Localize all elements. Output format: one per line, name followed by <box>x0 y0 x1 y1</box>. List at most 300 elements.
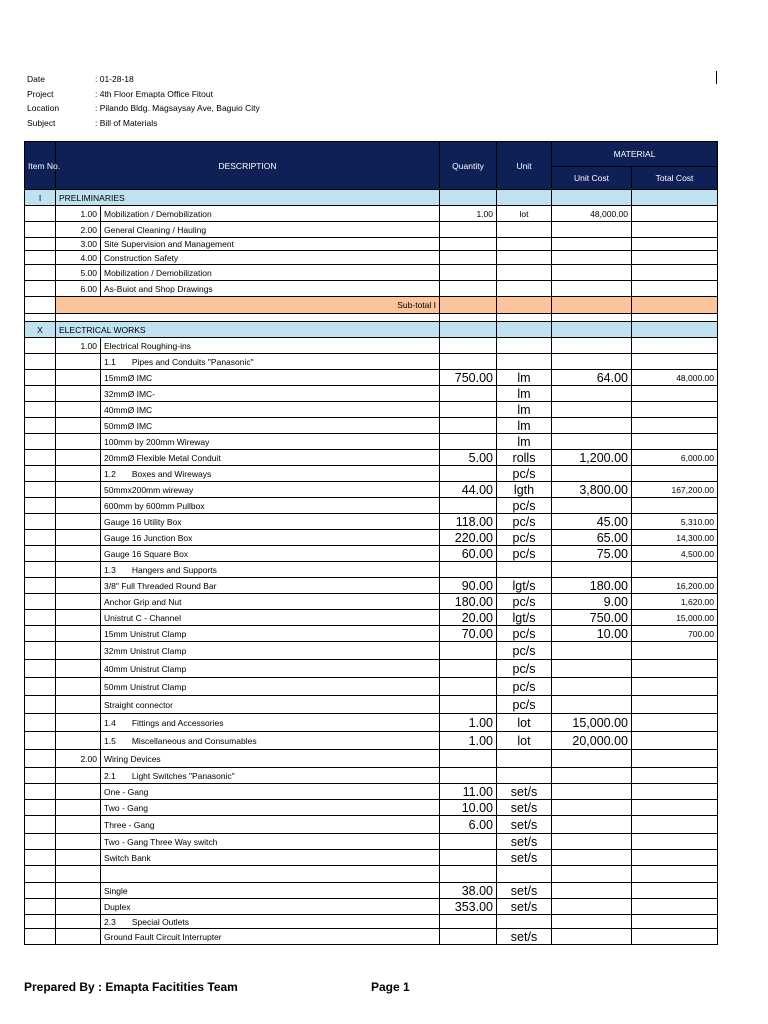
empty-cell <box>56 594 101 610</box>
empty-cell <box>56 834 101 850</box>
spacer-row <box>25 314 718 322</box>
empty-cell <box>25 482 56 498</box>
empty-cell <box>497 314 552 322</box>
item-total-cost: 48,000.00 <box>632 370 718 386</box>
empty-cell <box>25 594 56 610</box>
item-description: 20mmØ Flexible Metal Conduit <box>101 450 440 466</box>
item-total-cost <box>632 784 718 800</box>
empty-cell <box>497 322 552 338</box>
col-description: DESCRIPTION <box>56 142 440 190</box>
empty-cell <box>56 402 101 418</box>
subsection-row <box>25 915 718 929</box>
item-unit-cost <box>552 678 632 696</box>
empty-cell <box>56 800 101 816</box>
item-total-cost <box>632 929 718 945</box>
item-unit-cost: 3,800.00 <box>552 482 632 498</box>
item-quantity <box>440 386 497 402</box>
item-quantity <box>440 265 497 281</box>
empty-cell <box>25 866 56 883</box>
table-row <box>25 498 718 514</box>
item-total-cost <box>632 883 718 899</box>
item-number: 6.00 <box>56 281 101 297</box>
header-location-row <box>27 101 260 116</box>
prepared-by: Prepared By : Emapta Facitities Team <box>24 980 238 994</box>
item-unit-cost <box>552 222 632 238</box>
item-quantity: 20.00 <box>440 610 497 626</box>
empty-cell <box>25 418 56 434</box>
item-unit: pc/s <box>497 498 552 514</box>
table-row <box>25 338 718 354</box>
empty-cell <box>56 850 101 866</box>
subsection-code: 2.1 <box>104 770 116 781</box>
item-description: Two - Gang Three Way switch <box>101 834 440 850</box>
empty-cell <box>552 562 632 578</box>
empty-cell <box>25 642 56 660</box>
empty-cell <box>56 784 101 800</box>
table-row <box>25 850 718 866</box>
item-description: 50mmx200mm wireway <box>101 482 440 498</box>
item-quantity <box>440 238 497 251</box>
col-unit-cost: Unit Cost <box>552 167 632 190</box>
item-unit: lgt/s <box>497 610 552 626</box>
subsection-label: Boxes and Wireways <box>131 468 212 479</box>
table-row <box>25 251 718 265</box>
empty-cell <box>56 450 101 466</box>
item-unit-cost: 45.00 <box>552 514 632 530</box>
header-subject-row <box>27 116 260 131</box>
subsection-title <box>101 768 440 784</box>
empty-cell <box>632 314 718 322</box>
subsection-code: 1.5 <box>104 735 116 746</box>
location-label: Location <box>27 103 60 113</box>
col-material: MATERIAL <box>552 142 718 167</box>
item-unit: set/s <box>497 834 552 850</box>
subsection-label: Pipes and Conduits "Panasonic" <box>131 356 254 367</box>
subsection-title <box>101 562 440 578</box>
item-description: Duplex <box>101 899 440 915</box>
empty-cell <box>25 610 56 626</box>
item-quantity <box>440 418 497 434</box>
table-row <box>25 206 718 222</box>
location-value: : Pilando Bldg. Magsaysay Ave, Baguio City <box>95 103 260 113</box>
empty-cell <box>632 866 718 883</box>
empty-cell <box>56 386 101 402</box>
table-row <box>25 883 718 899</box>
subsection-code: 1.3 <box>104 564 116 575</box>
item-total-cost <box>632 696 718 714</box>
empty-cell <box>632 915 718 929</box>
item-unit: pc/s <box>497 514 552 530</box>
empty-cell <box>25 678 56 696</box>
item-unit <box>497 238 552 251</box>
empty-cell <box>56 466 101 482</box>
item-total-cost <box>632 206 718 222</box>
item-description: 40mmØ IMC <box>101 402 440 418</box>
item-quantity: 1.00 <box>440 714 497 732</box>
table-row <box>25 750 718 768</box>
empty-cell <box>440 322 497 338</box>
col-quantity: Quantity <box>440 142 497 190</box>
item-unit-cost: 15,000.00 <box>552 714 632 732</box>
empty-cell <box>56 530 101 546</box>
item-unit-cost <box>552 834 632 850</box>
table-row <box>25 626 718 642</box>
empty-cell <box>25 498 56 514</box>
item-unit-cost <box>552 281 632 297</box>
table-row <box>25 816 718 834</box>
table-row <box>25 265 718 281</box>
document-header <box>27 72 260 130</box>
table-row <box>25 281 718 297</box>
empty-cell <box>56 610 101 626</box>
item-description: Unistrut C - Channel <box>101 610 440 626</box>
item-quantity: 5.00 <box>440 450 497 466</box>
text-cursor <box>716 71 717 84</box>
table-row <box>25 610 718 626</box>
item-description: Ground Fault Circuit Interrupter <box>101 929 440 945</box>
item-unit-cost <box>552 642 632 660</box>
item-unit-cost <box>552 750 632 768</box>
item-description: General Cleaning / Hauling <box>101 222 440 238</box>
item-unit: lm <box>497 386 552 402</box>
item-unit-cost <box>552 784 632 800</box>
empty-cell <box>25 402 56 418</box>
empty-cell <box>25 784 56 800</box>
item-quantity: 10.00 <box>440 800 497 816</box>
subsection-title <box>101 466 440 482</box>
empty-cell <box>25 370 56 386</box>
item-quantity: 750.00 <box>440 370 497 386</box>
table-row <box>25 594 718 610</box>
empty-cell <box>25 514 56 530</box>
item-description: Mobilization / Demobilization <box>101 265 440 281</box>
item-description: As-Buiot and Shop Drawings <box>101 281 440 297</box>
item-quantity: 11.00 <box>440 784 497 800</box>
item-unit-cost: 20,000.00 <box>552 732 632 750</box>
item-unit-cost <box>552 899 632 915</box>
item-description: Anchor Grip and Nut <box>101 594 440 610</box>
item-total-cost <box>632 222 718 238</box>
item-description: 50mm Unistrut Clamp <box>101 678 440 696</box>
empty-cell <box>25 660 56 678</box>
subject-value: : Bill of Materials <box>95 117 158 128</box>
item-unit-cost: 750.00 <box>552 610 632 626</box>
empty-cell <box>632 322 718 338</box>
item-description: Gauge 16 Junction Box <box>101 530 440 546</box>
item-total-cost <box>632 678 718 696</box>
item-total-cost <box>632 265 718 281</box>
empty-cell <box>25 696 56 714</box>
item-unit-cost <box>552 402 632 418</box>
item-total-cost <box>632 402 718 418</box>
item-unit-cost <box>552 800 632 816</box>
item-description: Gauge 16 Square Box <box>101 546 440 562</box>
empty-cell <box>440 297 497 314</box>
empty-cell <box>56 626 101 642</box>
item-description: Wiring Devices <box>101 750 440 768</box>
bill-of-materials-table <box>24 141 718 945</box>
empty-cell <box>25 562 56 578</box>
subsection-title <box>101 354 440 370</box>
section-title: ELECTRICAL WORKS <box>56 322 440 338</box>
empty-cell <box>56 899 101 915</box>
item-description: 32mmØ IMC- <box>101 386 440 402</box>
col-item-no: Item No. <box>25 142 56 190</box>
header-project-row <box>27 87 260 102</box>
item-number: 4.00 <box>56 251 101 265</box>
item-unit <box>497 251 552 265</box>
empty-cell <box>552 354 632 370</box>
table-row <box>25 834 718 850</box>
subsection-row <box>25 466 718 482</box>
table-row <box>25 402 718 418</box>
item-unit <box>497 281 552 297</box>
subsection-code: 2.3 <box>104 916 116 927</box>
item-unit-cost: 9.00 <box>552 594 632 610</box>
item-description: One - Gang <box>101 784 440 800</box>
item-unit: lm <box>497 370 552 386</box>
item-unit: pc/s <box>497 466 552 482</box>
item-unit: lot <box>497 206 552 222</box>
empty-cell <box>56 482 101 498</box>
item-unit <box>497 222 552 238</box>
empty-cell <box>25 899 56 915</box>
item-unit-cost <box>552 929 632 945</box>
item-total-cost <box>632 281 718 297</box>
item-total-cost <box>632 238 718 251</box>
item-unit: lgt/s <box>497 578 552 594</box>
item-unit-cost <box>552 238 632 251</box>
item-unit: pc/s <box>497 678 552 696</box>
empty-cell <box>632 466 718 482</box>
empty-cell <box>25 251 56 265</box>
table-row <box>25 450 718 466</box>
item-number: 3.00 <box>56 238 101 251</box>
item-quantity <box>440 929 497 945</box>
empty-cell <box>552 915 632 929</box>
section-code: I <box>25 190 56 206</box>
empty-cell <box>25 834 56 850</box>
empty-cell <box>497 915 552 929</box>
empty-cell <box>56 816 101 834</box>
item-quantity <box>440 402 497 418</box>
item-quantity <box>440 642 497 660</box>
item-unit-cost <box>552 660 632 678</box>
empty-cell <box>56 714 101 732</box>
item-total-cost <box>632 386 718 402</box>
item-quantity: 44.00 <box>440 482 497 498</box>
item-total-cost <box>632 434 718 450</box>
table-row <box>25 784 718 800</box>
item-total-cost <box>632 800 718 816</box>
section-code: X <box>25 322 56 338</box>
item-unit: pc/s <box>497 642 552 660</box>
date-label: Date <box>27 74 45 84</box>
item-quantity <box>440 850 497 866</box>
item-unit-cost: 64.00 <box>552 370 632 386</box>
item-quantity <box>440 338 497 354</box>
subsection-label: Fittings and Accessories <box>131 717 224 728</box>
col-unit: Unit <box>497 142 552 190</box>
item-number: 1.00 <box>56 206 101 222</box>
subsection-row <box>25 714 718 732</box>
item-number: 1.00 <box>56 338 101 354</box>
empty-cell <box>25 206 56 222</box>
empty-cell <box>497 768 552 784</box>
subsection-code: 1.4 <box>104 717 116 728</box>
empty-cell <box>56 562 101 578</box>
item-quantity <box>440 660 497 678</box>
empty-cell <box>56 546 101 562</box>
item-description: 32mm Unistrut Clamp <box>101 642 440 660</box>
item-unit: pc/s <box>497 660 552 678</box>
table-row <box>25 678 718 696</box>
item-quantity <box>440 696 497 714</box>
empty-cell <box>56 768 101 784</box>
item-total-cost: 1,620.00 <box>632 594 718 610</box>
item-description: 100mm by 200mm Wireway <box>101 434 440 450</box>
table-row <box>25 899 718 915</box>
page-number: Page 1 <box>371 980 410 994</box>
table-row <box>25 696 718 714</box>
item-unit-cost <box>552 696 632 714</box>
item-description: Single <box>101 883 440 899</box>
empty-cell <box>56 660 101 678</box>
subsection-label: Miscellaneous and Consumables <box>131 735 257 746</box>
empty-cell <box>56 732 101 750</box>
item-description: Two - Gang <box>101 800 440 816</box>
empty-cell <box>56 514 101 530</box>
item-unit-cost <box>552 251 632 265</box>
empty-cell <box>440 562 497 578</box>
item-description: 3/8" Full Threaded Round Bar <box>101 578 440 594</box>
item-unit: lgth <box>497 482 552 498</box>
empty-cell <box>25 450 56 466</box>
item-description: Straight connector <box>101 696 440 714</box>
item-unit-cost <box>552 265 632 281</box>
item-description: Three - Gang <box>101 816 440 834</box>
empty-cell <box>25 816 56 834</box>
table-row <box>25 578 718 594</box>
header-date-row <box>27 72 260 87</box>
subsection-row <box>25 354 718 370</box>
item-unit: lot <box>497 732 552 750</box>
subject-label: Subject <box>27 117 56 128</box>
empty-cell <box>56 434 101 450</box>
empty-cell <box>552 322 632 338</box>
item-quantity <box>440 834 497 850</box>
empty-cell <box>56 696 101 714</box>
item-unit-cost: 75.00 <box>552 546 632 562</box>
empty-cell <box>632 562 718 578</box>
empty-cell <box>25 222 56 238</box>
item-quantity: 220.00 <box>440 530 497 546</box>
empty-cell <box>440 768 497 784</box>
empty-cell <box>56 929 101 945</box>
table-row <box>25 546 718 562</box>
item-unit-cost <box>552 850 632 866</box>
empty-cell <box>101 866 440 883</box>
item-unit-cost <box>552 498 632 514</box>
item-number: 5.00 <box>56 265 101 281</box>
empty-cell <box>25 434 56 450</box>
empty-cell <box>56 418 101 434</box>
item-total-cost: 14,300.00 <box>632 530 718 546</box>
empty-cell <box>56 883 101 899</box>
item-unit <box>497 338 552 354</box>
empty-cell <box>25 578 56 594</box>
table-row <box>25 660 718 678</box>
item-total-cost <box>632 660 718 678</box>
section-row <box>25 322 718 338</box>
empty-cell <box>440 866 497 883</box>
empty-cell <box>25 297 56 314</box>
item-quantity: 90.00 <box>440 578 497 594</box>
empty-cell <box>25 354 56 370</box>
empty-cell <box>552 297 632 314</box>
item-quantity: 118.00 <box>440 514 497 530</box>
empty-cell <box>56 370 101 386</box>
item-unit-cost: 10.00 <box>552 626 632 642</box>
project-value: : 4th Floor Emapta Office Fitout <box>95 88 213 99</box>
item-unit: set/s <box>497 899 552 915</box>
item-quantity: 60.00 <box>440 546 497 562</box>
item-total-cost <box>632 418 718 434</box>
item-description: 600mm by 600mm Pullbox <box>101 498 440 514</box>
table-row <box>25 530 718 546</box>
item-total-cost <box>632 732 718 750</box>
empty-cell <box>632 190 718 206</box>
subtotal-row <box>25 297 718 314</box>
empty-cell <box>632 354 718 370</box>
item-total-cost <box>632 750 718 768</box>
table-row <box>25 642 718 660</box>
item-total-cost <box>632 899 718 915</box>
empty-cell <box>25 314 56 322</box>
subsection-label: Hangers and Supports <box>131 564 217 575</box>
table-row <box>25 370 718 386</box>
item-unit: pc/s <box>497 594 552 610</box>
empty-cell <box>25 281 56 297</box>
empty-cell <box>440 190 497 206</box>
table-row <box>25 386 718 402</box>
item-total-cost <box>632 338 718 354</box>
table-row <box>25 800 718 816</box>
empty-cell <box>56 866 101 883</box>
item-total-cost: 15,000.00 <box>632 610 718 626</box>
table-row <box>25 222 718 238</box>
item-unit: pc/s <box>497 696 552 714</box>
item-total-cost: 6,000.00 <box>632 450 718 466</box>
item-quantity <box>440 251 497 265</box>
empty-cell <box>25 915 56 929</box>
empty-cell <box>25 768 56 784</box>
item-unit-cost <box>552 434 632 450</box>
subsection-row <box>25 562 718 578</box>
table-row <box>25 929 718 945</box>
item-description: Electrical Roughing-ins <box>101 338 440 354</box>
item-number: 2.00 <box>56 222 101 238</box>
subsection-code: 1.2 <box>104 468 116 479</box>
empty-cell <box>25 850 56 866</box>
section-title: PRELIMINARIES <box>56 190 440 206</box>
empty-cell <box>56 314 440 322</box>
empty-cell <box>497 562 552 578</box>
empty-cell <box>25 626 56 642</box>
item-unit-cost: 1,200.00 <box>552 450 632 466</box>
empty-cell <box>25 883 56 899</box>
item-description: Construction Safety <box>101 251 440 265</box>
